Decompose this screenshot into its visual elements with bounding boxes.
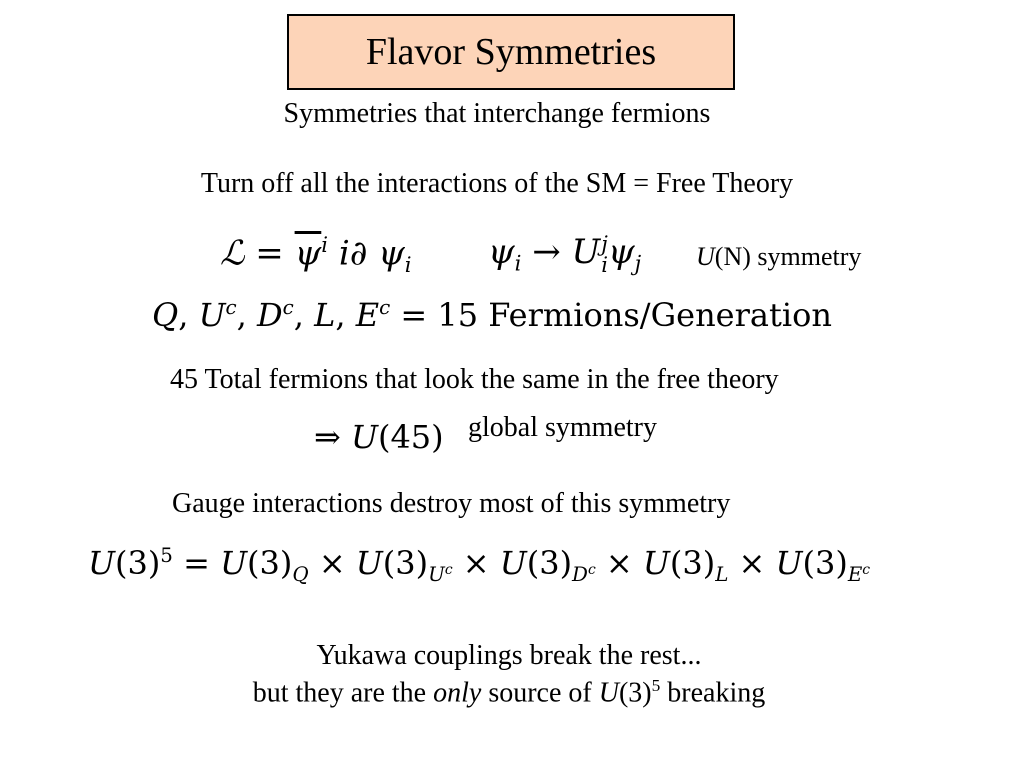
sup-c: c xyxy=(587,562,596,578)
yukawa-line-2 xyxy=(0,676,1018,709)
u-symbol: U xyxy=(571,232,601,272)
fermions-per-generation: = 15 Fermions/Generation xyxy=(390,296,832,334)
d-symbol: D xyxy=(257,296,283,334)
u3-arg: (3) xyxy=(382,544,429,582)
u-symbol: U xyxy=(696,242,715,271)
un-symmetry-text: (N) symmetry xyxy=(714,242,862,271)
slide-title: Flavor Symmetries xyxy=(365,31,657,73)
transform-equation xyxy=(488,232,641,275)
sub-i: i xyxy=(404,252,412,278)
arrow: → xyxy=(521,232,572,272)
sub-j: j xyxy=(634,250,642,276)
psi: ψ xyxy=(607,232,635,272)
sup-c: c xyxy=(862,562,871,578)
u-symbol: U xyxy=(598,677,619,709)
comma: , xyxy=(335,296,356,334)
u3-arg: (3) xyxy=(669,544,716,582)
times-sign: × xyxy=(452,544,500,582)
sup-5: 5 xyxy=(160,544,173,568)
sup-5: 5 xyxy=(651,676,661,695)
u-symbol: U xyxy=(642,544,670,582)
sup-c: c xyxy=(225,296,237,320)
text: but they are the xyxy=(252,677,434,709)
u3-arg: (3) xyxy=(618,677,652,709)
u-symbol: U xyxy=(499,544,527,582)
sup-c: c xyxy=(379,296,391,320)
sub-i: i xyxy=(601,252,608,277)
implies-arrow: ⇒ xyxy=(314,418,351,456)
u-symbol: U xyxy=(198,296,226,334)
subtitle: Symmetries that interchange fermions xyxy=(283,98,711,129)
un-symmetry-label xyxy=(696,242,861,272)
title-box xyxy=(287,14,735,90)
comma: , xyxy=(236,296,257,334)
times-sign: × xyxy=(728,544,776,582)
subscript: L xyxy=(715,562,729,586)
gauge-line: Gauge interactions destroy most of this symmetry xyxy=(172,488,731,519)
u-symbol: U xyxy=(350,418,378,456)
sup-i: i xyxy=(321,232,329,257)
u-symbol: U xyxy=(220,544,248,582)
text: source of xyxy=(481,677,599,709)
i-partial-slash: i∂ xyxy=(328,233,368,274)
u3-arg: (3) xyxy=(247,544,293,582)
u-indices xyxy=(601,230,608,277)
comma: , xyxy=(293,296,315,334)
lagrangian-symbol: ℒ xyxy=(220,233,245,274)
u45-arg: (45) xyxy=(377,418,444,456)
subscript: Q xyxy=(292,562,309,586)
equals: = xyxy=(244,233,295,274)
q-symbol: Q xyxy=(152,296,179,334)
only-emphasis: only xyxy=(433,677,482,709)
e-symbol: E xyxy=(355,296,380,334)
fermions-equation xyxy=(152,296,832,334)
u3-product-terms xyxy=(220,544,871,586)
times-sign: × xyxy=(308,544,356,582)
total-fermions-line: 45 Total fermions that look the same in the free theory xyxy=(170,364,779,395)
sup-c: c xyxy=(444,562,453,578)
times-sign: × xyxy=(595,544,643,582)
u45-equation xyxy=(314,418,444,456)
subscript: Uc xyxy=(428,562,453,586)
psi-bar: $\overline{\psi}$ xyxy=(294,233,322,274)
u3-arg: (3) xyxy=(114,544,161,582)
u-symbol: U xyxy=(775,544,803,582)
subscript: Ec xyxy=(847,562,871,586)
u-symbol: U xyxy=(355,544,383,582)
free-theory-line: Turn off all the interactions of the SM = Free Theory xyxy=(200,168,794,199)
yukawa-line-1: Yukawa couplings break the rest... xyxy=(316,640,702,671)
sub-i: i xyxy=(514,250,522,276)
psi: ψ xyxy=(367,233,405,274)
subscript: Dc xyxy=(572,562,596,586)
l-symbol: L xyxy=(314,296,336,334)
equals: = xyxy=(172,544,221,582)
text: breaking xyxy=(660,677,766,709)
global-symmetry-label: global symmetry xyxy=(468,412,657,443)
u-symbol: U xyxy=(88,544,115,582)
sup-j: j xyxy=(601,230,608,256)
u3-arg: (3) xyxy=(526,544,573,582)
sup-c: c xyxy=(282,296,294,320)
lagrangian-equation xyxy=(220,232,412,277)
comma: , xyxy=(178,296,199,334)
u3-arg: (3) xyxy=(802,544,848,582)
psi: ψ xyxy=(488,232,515,272)
u3-5-equation xyxy=(88,544,870,586)
